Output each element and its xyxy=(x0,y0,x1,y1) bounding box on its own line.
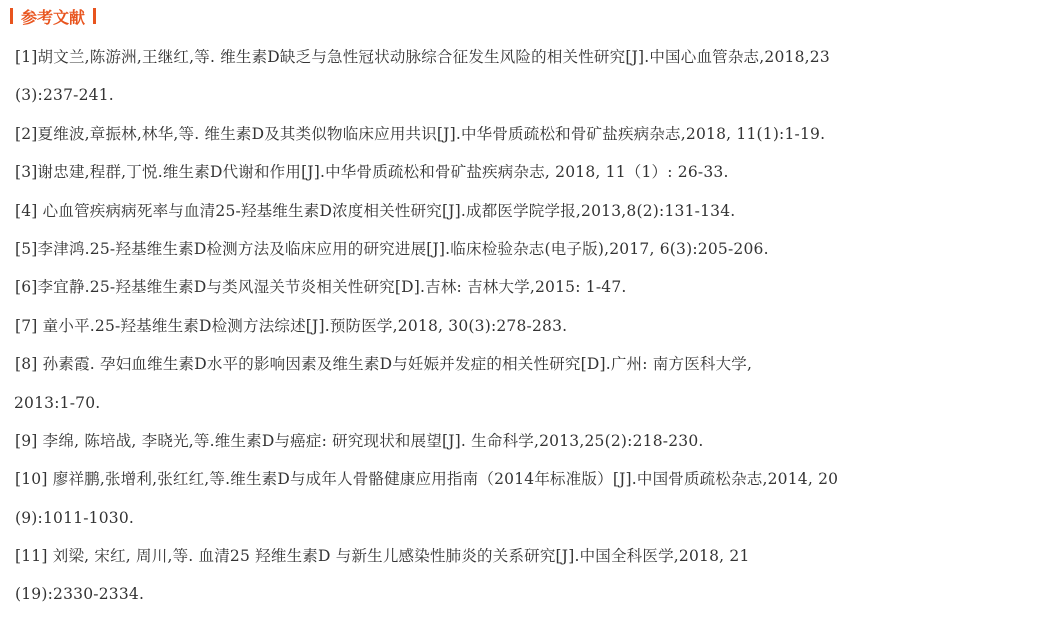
reference-11-line-2: (19):2330-2334. xyxy=(15,585,145,604)
reference-8-line-2: 2013:1-70. xyxy=(14,393,101,412)
reference-10-line-1: [10] 廖祥鹏,张增利,张红红,等.维生素D与成年人骨骼健康应用指南（2014年标准版）[J].中国骨质疏松杂志,2014, 20 xyxy=(15,470,839,489)
reference-4: [4] 心血管疾病病死率与血清25-羟基维生素D浓度相关性研究[J].成都医学院学报,2013,8(2):131-134. xyxy=(15,201,736,220)
reference-list xyxy=(15,43,1030,619)
reference-7: [7] 童小平.25-羟基维生素D检测方法综述[J].预防医学,2018, 30(3):278-283. xyxy=(15,316,568,335)
reference-9: [9] 李绵, 陈培战, 李晓光,等.维生素D与癌症: 研究现状和展望[J]. 生命科学,2013,25(2):218-230. xyxy=(15,431,704,450)
reference-2: [2]夏维波,章振林,林华,等. 维生素D及其类似物临床应用共识[J].中华骨质疏松和骨矿盐疾病杂志,2018, 11(1):1-19. xyxy=(15,124,826,143)
heading-right-bar xyxy=(93,8,96,24)
reference-3: [3]谢忠建,程群,丁悦.维生素D代谢和作用[J].中华骨质疏松和骨矿盐疾病杂志, 2018, 11（1）: 26-33. xyxy=(15,163,729,182)
reference-8-line-1: [8] 孙素霞. 孕妇血维生素D水平的影响因素及维生素D与妊娠并发症的相关性研究[D].广州: 南方医科大学, xyxy=(15,355,753,374)
reference-10-line-2: (9):1011-1030. xyxy=(15,508,135,527)
heading-left-bar xyxy=(10,8,13,24)
section-heading xyxy=(10,5,96,27)
reference-1-line-1: [1]胡文兰,陈游洲,王继红,等. 维生素D缺乏与急性冠状动脉综合征发生风险的相关性研究[J].中国心血管杂志,2018,23 xyxy=(15,48,830,66)
reference-6: [6]李宜静.25-羟基维生素D与类风湿关节炎相关性研究[D].吉林: 吉林大学,2015: 1-47. xyxy=(15,278,627,297)
reference-11-line-1: [11] 刘梁, 宋红, 周川,等. 血清25 羟维生素D 与新生儿感染性肺炎的关系研究[J].中国全科医学,2018, 21 xyxy=(15,547,750,566)
section-title: 参考文献 xyxy=(21,7,86,27)
reference-5: [5]李津鸿.25-羟基维生素D检测方法及临床应用的研究进展[J].临床检验杂志(电子版),2017, 6(3):205-206. xyxy=(15,239,769,258)
reference-1-line-2: (3):237-241. xyxy=(15,86,114,105)
